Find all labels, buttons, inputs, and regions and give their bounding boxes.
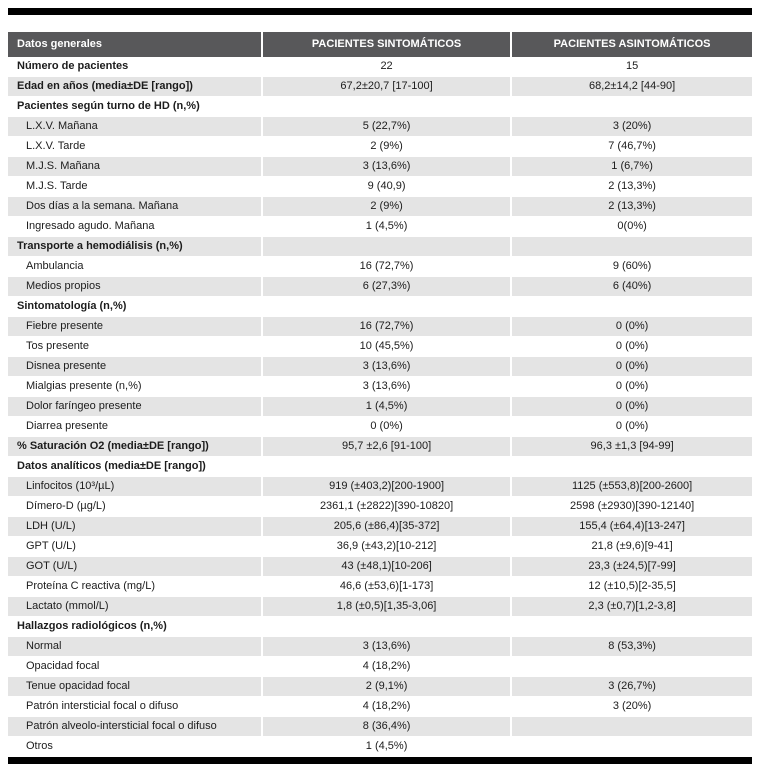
- row-label: L.X.V. Mañana: [8, 117, 261, 137]
- row-label: % Saturación O2 (media±DE [rango]): [8, 437, 261, 457]
- row-label: GOT (U/L): [8, 557, 261, 577]
- asymptomatic-value: 0 (0%): [510, 417, 752, 437]
- asymptomatic-value: 8 (53,3%): [510, 637, 752, 657]
- row-label: M.J.S. Mañana: [8, 157, 261, 177]
- symptomatic-value: 1,8 (±0,5)[1,35-3,06]: [261, 597, 510, 617]
- row-label: Tenue opacidad focal: [8, 677, 261, 697]
- table-row: [8, 297, 752, 317]
- table-row: [8, 357, 752, 377]
- symptomatic-value: 4 (18,2%): [261, 657, 510, 677]
- row-label: Pacientes según turno de HD (n,%): [8, 97, 261, 117]
- symptomatic-value: 9 (40,9): [261, 177, 510, 197]
- symptomatic-value: 67,2±20,7 [17-100]: [261, 77, 510, 97]
- asymptomatic-value: [510, 97, 752, 117]
- asymptomatic-value: 96,3 ±1,3 [94-99]: [510, 437, 752, 457]
- symptomatic-value: 919 (±403,2)[200-1900]: [261, 477, 510, 497]
- asymptomatic-value: [510, 717, 752, 737]
- row-label: Transporte a hemodiálisis (n,%): [8, 237, 261, 257]
- column-header-symptomatic: PACIENTES SINTOMÁTICOS: [261, 32, 510, 57]
- symptomatic-value: 1 (4,5%): [261, 217, 510, 237]
- symptomatic-value: 2 (9%): [261, 137, 510, 157]
- patients-data-table: [8, 32, 752, 757]
- row-label: Dímero-D (µg/L): [8, 497, 261, 517]
- column-header-asymptomatic: PACIENTES ASINTOMÁTICOS: [510, 32, 752, 57]
- asymptomatic-value: 3 (26,7%): [510, 677, 752, 697]
- column-header-general: Datos generales: [8, 32, 261, 57]
- asymptomatic-value: 12 (±10,5)[2-35,5]: [510, 577, 752, 597]
- symptomatic-value: 1 (4,5%): [261, 737, 510, 757]
- asymptomatic-value: [510, 297, 752, 317]
- table-row: [8, 317, 752, 337]
- asymptomatic-value: 0 (0%): [510, 357, 752, 377]
- row-label: Número de pacientes: [8, 57, 261, 77]
- row-label: Hallazgos radiológicos (n,%): [8, 617, 261, 637]
- table-row: [8, 457, 752, 477]
- symptomatic-value: 205,6 (±86,4)[35-372]: [261, 517, 510, 537]
- row-label: L.X.V. Tarde: [8, 137, 261, 157]
- row-label: Otros: [8, 737, 261, 757]
- row-label: Opacidad focal: [8, 657, 261, 677]
- table-row: [8, 397, 752, 417]
- symptomatic-value: 46,6 (±53,6)[1-173]: [261, 577, 510, 597]
- row-label: Patrón alveolo-intersticial focal o difuso: [8, 717, 261, 737]
- row-label: Proteína C reactiva (mg/L): [8, 577, 261, 597]
- asymptomatic-value: [510, 237, 752, 257]
- asymptomatic-value: 2 (13,3%): [510, 197, 752, 217]
- row-label: Fiebre presente: [8, 317, 261, 337]
- row-label: Dos días a la semana. Mañana: [8, 197, 261, 217]
- bottom-rule: [8, 757, 752, 764]
- symptomatic-value: 8 (36,4%): [261, 717, 510, 737]
- asymptomatic-value: 2598 (±2930)[390-12140]: [510, 497, 752, 517]
- asymptomatic-value: 6 (40%): [510, 277, 752, 297]
- asymptomatic-value: 155,4 (±64,4)[13-247]: [510, 517, 752, 537]
- asymptomatic-value: 0 (0%): [510, 397, 752, 417]
- row-label: GPT (U/L): [8, 537, 261, 557]
- row-label: Ingresado agudo. Mañana: [8, 217, 261, 237]
- top-rule: [8, 8, 752, 15]
- symptomatic-value: [261, 617, 510, 637]
- table-row: [8, 497, 752, 517]
- asymptomatic-value: 0 (0%): [510, 317, 752, 337]
- symptomatic-value: 2 (9%): [261, 197, 510, 217]
- table-row: [8, 57, 752, 77]
- table-row: [8, 737, 752, 757]
- symptomatic-value: 1 (4,5%): [261, 397, 510, 417]
- row-label: Linfocitos (10³/µL): [8, 477, 261, 497]
- symptomatic-value: 3 (13,6%): [261, 357, 510, 377]
- symptomatic-value: 36,9 (±43,2)[10-212]: [261, 537, 510, 557]
- row-label: Edad en años (media±DE [rango]): [8, 77, 261, 97]
- table-row: [8, 677, 752, 697]
- table-row: [8, 697, 752, 717]
- row-label: Diarrea presente: [8, 417, 261, 437]
- table-row: [8, 717, 752, 737]
- header-row: [8, 32, 752, 57]
- row-label: Medios propios: [8, 277, 261, 297]
- table-row: [8, 417, 752, 437]
- table-row: [8, 477, 752, 497]
- symptomatic-value: [261, 97, 510, 117]
- asymptomatic-value: 0(0%): [510, 217, 752, 237]
- symptomatic-value: 4 (18,2%): [261, 697, 510, 717]
- table-row: [8, 117, 752, 137]
- row-label: M.J.S. Tarde: [8, 177, 261, 197]
- table-row: [8, 257, 752, 277]
- symptomatic-value: 16 (72,7%): [261, 257, 510, 277]
- asymptomatic-value: 1125 (±553,8)[200-2600]: [510, 477, 752, 497]
- asymptomatic-value: 68,2±14,2 [44-90]: [510, 77, 752, 97]
- table-row: [8, 517, 752, 537]
- symptomatic-value: [261, 297, 510, 317]
- asymptomatic-value: 2,3 (±0,7)[1,2-3,8]: [510, 597, 752, 617]
- row-label: Datos analíticos (media±DE [rango]): [8, 457, 261, 477]
- table-row: [8, 277, 752, 297]
- table-row: [8, 237, 752, 257]
- asymptomatic-value: 3 (20%): [510, 117, 752, 137]
- table-row: [8, 557, 752, 577]
- symptomatic-value: 16 (72,7%): [261, 317, 510, 337]
- symptomatic-value: 3 (13,6%): [261, 157, 510, 177]
- asymptomatic-value: 7 (46,7%): [510, 137, 752, 157]
- symptomatic-value: 2361,1 (±2822)[390-10820]: [261, 497, 510, 517]
- row-label: Disnea presente: [8, 357, 261, 377]
- asymptomatic-value: [510, 657, 752, 677]
- symptomatic-value: 5 (22,7%): [261, 117, 510, 137]
- table-row: [8, 177, 752, 197]
- symptomatic-value: 43 (±48,1)[10-206]: [261, 557, 510, 577]
- asymptomatic-value: 3 (20%): [510, 697, 752, 717]
- asymptomatic-value: [510, 737, 752, 757]
- table-row: [8, 537, 752, 557]
- table-row: [8, 97, 752, 117]
- asymptomatic-value: 23,3 (±24,5)[7-99]: [510, 557, 752, 577]
- row-label: Lactato (mmol/L): [8, 597, 261, 617]
- symptomatic-value: 2 (9,1%): [261, 677, 510, 697]
- asymptomatic-value: 9 (60%): [510, 257, 752, 277]
- symptomatic-value: [261, 457, 510, 477]
- symptomatic-value: 3 (13,6%): [261, 377, 510, 397]
- table-row: [8, 157, 752, 177]
- table-row: [8, 597, 752, 617]
- table-body: [8, 57, 752, 757]
- row-label: Normal: [8, 637, 261, 657]
- table-row: [8, 217, 752, 237]
- asymptomatic-value: [510, 617, 752, 637]
- row-label: Patrón intersticial focal o difuso: [8, 697, 261, 717]
- symptomatic-value: 22: [261, 57, 510, 77]
- row-label: LDH (U/L): [8, 517, 261, 537]
- table-row: [8, 337, 752, 357]
- row-label: Tos presente: [8, 337, 261, 357]
- table-row: [8, 637, 752, 657]
- table-row: [8, 437, 752, 457]
- asymptomatic-value: 2 (13,3%): [510, 177, 752, 197]
- asymptomatic-value: 21,8 (±9,6)[9-41]: [510, 537, 752, 557]
- symptomatic-value: 0 (0%): [261, 417, 510, 437]
- symptomatic-value: 10 (45,5%): [261, 337, 510, 357]
- table-row: [8, 77, 752, 97]
- symptomatic-value: 95,7 ±2,6 [91-100]: [261, 437, 510, 457]
- asymptomatic-value: 15: [510, 57, 752, 77]
- asymptomatic-value: 0 (0%): [510, 337, 752, 357]
- row-label: Dolor faríngeo presente: [8, 397, 261, 417]
- symptomatic-value: 6 (27,3%): [261, 277, 510, 297]
- asymptomatic-value: [510, 457, 752, 477]
- symptomatic-value: 3 (13,6%): [261, 637, 510, 657]
- table-row: [8, 197, 752, 217]
- symptomatic-value: [261, 237, 510, 257]
- row-label: Ambulancia: [8, 257, 261, 277]
- table-row: [8, 377, 752, 397]
- asymptomatic-value: 1 (6,7%): [510, 157, 752, 177]
- table-row: [8, 657, 752, 677]
- table-row: [8, 137, 752, 157]
- asymptomatic-value: 0 (0%): [510, 377, 752, 397]
- row-label: Sintomatología (n,%): [8, 297, 261, 317]
- row-label: Mialgias presente (n,%): [8, 377, 261, 397]
- table-row: [8, 577, 752, 597]
- table-row: [8, 617, 752, 637]
